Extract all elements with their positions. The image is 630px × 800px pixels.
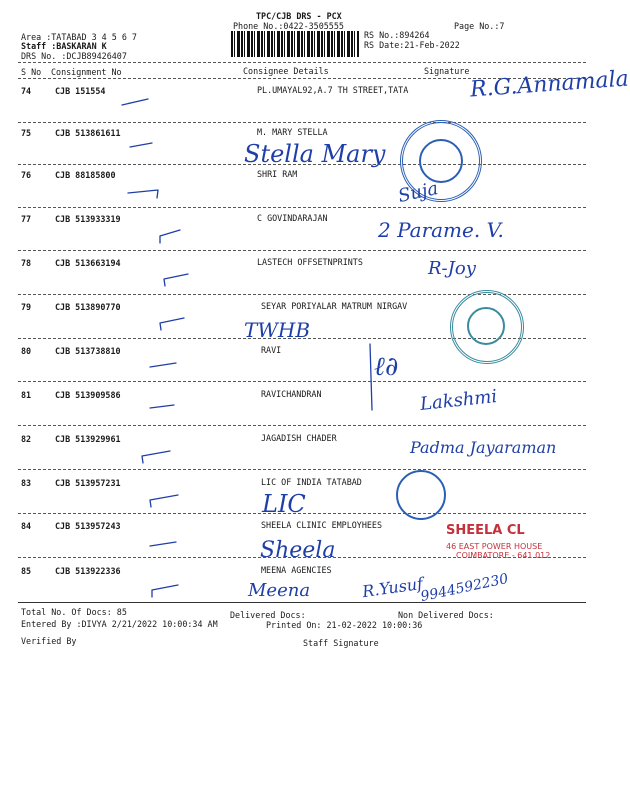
row-consignee: PL.UMAYAL92,A.7 TH STREET,TATA	[257, 85, 409, 95]
row-sno: 82	[21, 434, 32, 444]
seal-inner-ring	[419, 139, 463, 183]
row-consignee: LIC OF INDIA TATABAD	[261, 477, 362, 487]
signature-85-name: R.Yusuf	[360, 573, 425, 602]
row-consignment: CJB 513929961	[55, 434, 121, 444]
signature-84: Sheela	[260, 538, 336, 563]
row-sno: 75	[21, 128, 32, 138]
row-consignee: C GOVINDARAJAN	[257, 213, 328, 223]
signature-85: Meena	[248, 580, 311, 601]
row-sno: 81	[21, 390, 32, 400]
row-consignee: SEYAR PORIYALAR MATRUM NIRGAV	[261, 301, 408, 311]
tick-mark	[160, 318, 184, 330]
row-consignment: CJB 513957243	[55, 521, 121, 531]
page-number: Page No.:7	[454, 21, 505, 31]
tick-mark	[150, 542, 176, 546]
signature-77: 2 Parame. V.	[378, 218, 504, 242]
row-consignee: M. MARY STELLA	[257, 127, 328, 137]
row-consignment: CJB 151554	[55, 86, 106, 96]
signature-75: Stella Mary	[244, 140, 386, 168]
drs-number: DRS No. :DCJB89426407	[21, 51, 127, 61]
phone-number: Phone No.:0422-3505555	[233, 21, 344, 31]
signature-85-phone: 9944592230	[419, 570, 510, 606]
col-consignee: Consignee Details	[243, 66, 329, 76]
signature-80-scribble: ℓ∂	[374, 352, 399, 382]
row-sno: 79	[21, 302, 32, 312]
govt-seal-stamp	[450, 290, 524, 364]
row-consignment: CJB 513890770	[55, 302, 121, 312]
rs-date: RS Date:21-Feb-2022	[364, 40, 460, 50]
signature-74: R.G.Annamala	[469, 66, 630, 103]
doc-title: TPC/CJB DRS - PCX	[256, 11, 342, 21]
tick-mark	[142, 451, 170, 463]
verified-by: Verified By	[21, 636, 77, 646]
signature-79: TWHB	[244, 318, 311, 342]
entered-by: Entered By :DIVYA 2/21/2022 10:00:34 AM	[21, 619, 218, 629]
signature-78: R-Joy	[428, 258, 476, 279]
col-consignment: Consignment No	[51, 67, 122, 77]
lic-seal-stamp	[396, 470, 446, 520]
signature-76: Suja	[396, 178, 440, 207]
row-consignment: CJB 513738810	[55, 346, 121, 356]
staff-signature-label: Staff Signature	[303, 638, 379, 648]
row-consignment: CJB 513933319	[55, 214, 121, 224]
row-consignee: LASTECH OFFSETNPRINTS	[257, 257, 363, 267]
row-consignment: CJB 513957231	[55, 478, 121, 488]
tick-mark	[128, 190, 158, 198]
bracket-stroke	[370, 344, 372, 410]
row-sno: 74	[21, 86, 32, 96]
row-sno: 84	[21, 521, 32, 531]
row-consignee: SHEELA CLINIC EMPLOYHEES	[261, 520, 383, 530]
tick-mark	[150, 405, 174, 408]
tick-mark	[160, 230, 180, 243]
row-consignee: MEENA AGENCIES	[261, 565, 332, 575]
row-consignment: CJB 513861611	[55, 128, 121, 138]
row-consignment: CJB 513663194	[55, 258, 121, 268]
row-consignee: RAVICHANDRAN	[261, 389, 322, 399]
row-consignee: SHRI RAM	[257, 169, 298, 179]
signature-81: Lakshmi	[419, 386, 499, 415]
delivered-docs: Delivered Docs:	[230, 610, 306, 620]
tick-mark	[164, 274, 188, 286]
staff-label: Staff :BASKARAN K	[21, 41, 107, 51]
non-delivered-docs: Non Delivered Docs:	[398, 610, 494, 620]
total-docs: Total No. Of Docs: 85	[21, 607, 127, 617]
stamp-city: COIMBATORE - 641 012	[456, 551, 551, 560]
col-sno: S No	[21, 67, 42, 77]
row-consignee: RAVI	[261, 345, 282, 355]
row-sno: 77	[21, 214, 32, 224]
row-consignment: CJB 513909586	[55, 390, 121, 400]
row-sno: 78	[21, 258, 32, 268]
row-consignment: CJB 88185800	[55, 170, 116, 180]
signature-83: LIC	[262, 490, 306, 518]
tick-mark	[130, 143, 152, 147]
tick-mark	[152, 585, 178, 597]
tick-mark	[122, 99, 148, 105]
row-sno: 76	[21, 170, 32, 180]
row-consignment: CJB 513922336	[55, 566, 121, 576]
printed-on: Printed On: 21-02-2022 10:00:36	[266, 620, 423, 630]
row-sno: 85	[21, 566, 32, 576]
rs-number: RS No.:894264	[364, 30, 430, 40]
area-label: Area :TATABAD 3 4 5 6 7	[21, 32, 137, 42]
col-signature: Signature	[424, 66, 470, 76]
tick-mark	[150, 363, 176, 367]
row-sno: 83	[21, 478, 32, 488]
stamp-address: 46 EAST POWER HOUSE	[446, 542, 543, 551]
seal-inner-ring	[467, 307, 505, 345]
tick-mark	[150, 495, 178, 507]
row-consignee: JAGADISH CHADER	[261, 433, 337, 443]
row-sno: 80	[21, 346, 32, 356]
signature-82: Padma Jayaraman	[410, 438, 557, 457]
stamp-name: SHEELA CL	[446, 523, 525, 538]
